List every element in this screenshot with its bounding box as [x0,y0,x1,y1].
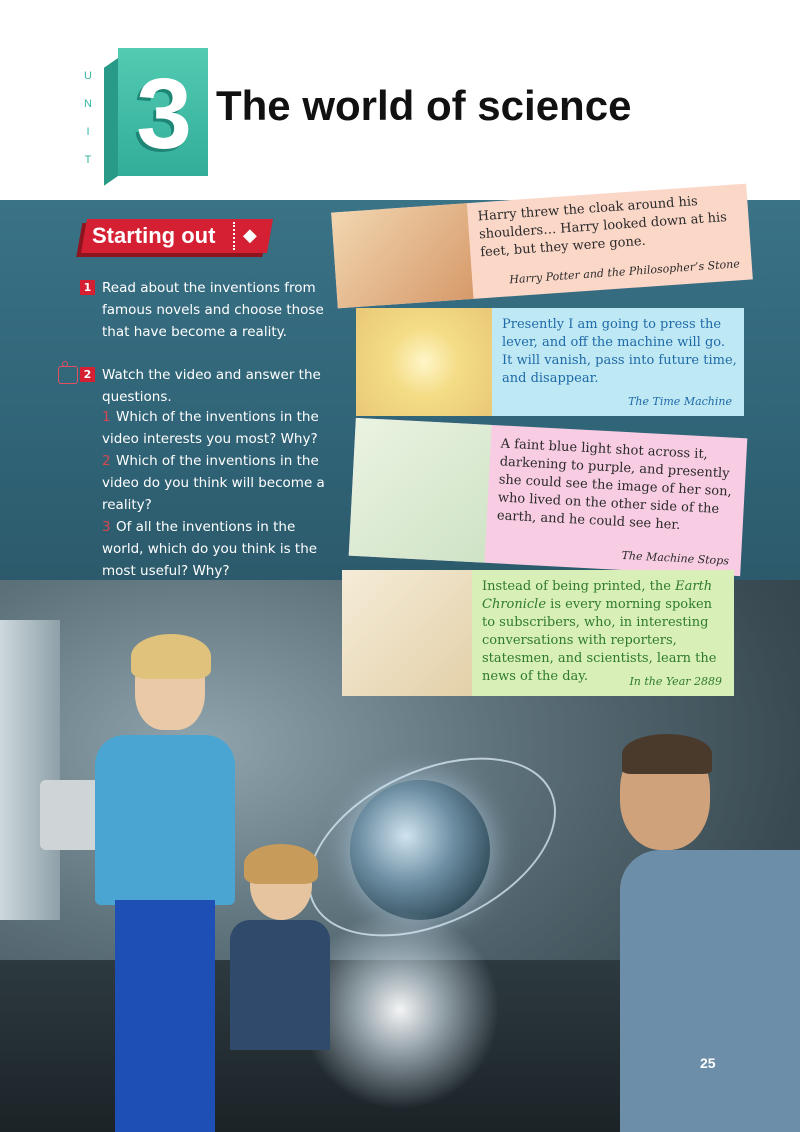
man-body [620,850,800,1132]
quote-source: The Machine Stops [621,548,730,568]
question-number: 3 [102,519,111,535]
unit-number: 3 [136,58,190,170]
question-text: Which of the inventions in the video do you think will become a reality? [102,453,325,513]
unit-block-side [104,58,118,186]
diamond-icon: ◆ [243,225,257,246]
quote-source: The Time Machine [628,395,732,408]
boy-pants [115,900,215,1132]
quote-source: Harry Potter and the Philosopher’s Stone [508,257,741,287]
quote-text [482,578,726,686]
quote-card [342,570,734,696]
video-icon[interactable] [58,366,78,384]
activity-number-badge: 1 [80,280,95,295]
activity-1 [80,277,350,347]
hologram-glow [300,910,500,1110]
quote-text: A faint blue light shot across it, darkening to purple, and presently she could see the image of her son, who lived on the other side of the earth, and he could see her. [496,436,733,533]
question-number: 2 [102,453,111,469]
news-broadcast-illustration [342,570,472,696]
activity-2 [80,364,350,579]
question-text: Of all the inventions in the world, which do you think is the most useful? Why? [102,519,318,579]
page-title: The world of science [216,82,632,129]
girl-figure [230,850,330,1050]
window [0,620,60,920]
question-text: Which of the inventions in the video interests you most? Why? [102,409,319,447]
question-number: 1 [102,409,111,425]
unit-letter: U [84,70,92,82]
time-machine-illustration [356,308,492,416]
quote-card [349,418,748,576]
unit-number-block [104,48,204,176]
activity-text: Watch the video and answer the questions. [102,367,321,405]
video-call-illustration [349,418,492,563]
unit-letter: N [84,98,92,110]
boy-shirt [95,735,235,905]
man-hair [622,734,712,774]
unit-letter: T [84,154,92,166]
activity-number-badge: 2 [80,367,95,382]
hologram-globe [350,780,490,920]
quote-card [356,308,744,416]
quote-text: Presently I am going to press the lever, and off the machine will go. It will vanish, pass into future time, and disappear. [502,317,737,386]
section-label-divider [233,222,235,250]
girl-hair [244,844,318,884]
unit-letter: I [86,126,90,138]
question-item [102,406,332,450]
boy-hair [131,634,211,679]
quote-text-part: Instead of being printed, the [482,579,676,594]
question-item [102,450,332,516]
boy-figure [95,640,235,1132]
quote-text-title: Earth Chronicle [482,579,713,612]
page-number: 25 [700,1055,716,1071]
unit-label [78,62,98,174]
quote-source: In the Year 2889 [629,675,722,688]
man-figure [600,740,800,1132]
question-item [102,516,332,582]
girl-body [230,920,330,1050]
quote-text: Harry threw the cloak around his shoulders… Harry looked down at his feet, but they were gone. [477,194,728,261]
section-label: Starting out [92,223,216,248]
activity-text: Read about the inventions from famous novels and choose those that have become a reality. [102,280,324,340]
quote-text-part: is every morning spoken to subscribers, who, in interesting conversations with reporters, statesmen, and scientists, learn the news of the day. [482,597,717,684]
invisibility-cloak-illustration [331,203,473,308]
